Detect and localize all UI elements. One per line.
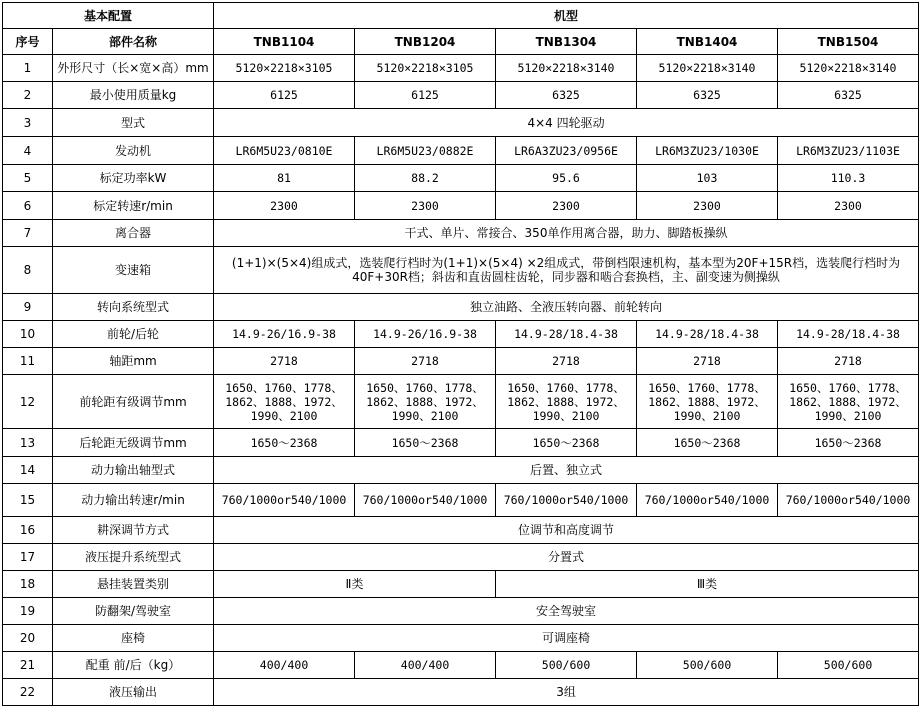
- spec-row: [3, 294, 919, 321]
- row-part-name: 耕深调节方式: [53, 517, 214, 544]
- row-value-tnb1204: 14.9-26/16.9-38: [355, 321, 496, 348]
- row-value-tnb1304: 14.9-28/18.4-38: [496, 321, 637, 348]
- row-value-tnb1404: 760/1000or540/1000: [637, 484, 778, 517]
- row-part-name: 发动机: [53, 137, 214, 165]
- header-row-top: [3, 3, 919, 29]
- row-value-merged: 位调节和高度调节: [214, 517, 919, 544]
- row-value-tnb1304: 1650、1760、1778、 1862、1888、1972、 1990、2100: [496, 375, 637, 429]
- row-value-tnb1504: 760/1000or540/1000: [778, 484, 919, 517]
- spec-row: [3, 109, 919, 137]
- row-seq: 6: [3, 192, 53, 220]
- row-value-tnb1104: 81: [214, 165, 355, 192]
- row-part-name: 外形尺寸（长×宽×高）mm: [53, 55, 214, 82]
- row-value-tnb1404: 2300: [637, 192, 778, 220]
- row-part-name: 后轮距无级调节mm: [53, 429, 214, 457]
- spec-row: [3, 429, 919, 457]
- row-value-tnb1304: 5120×2218×3140: [496, 55, 637, 82]
- row-value-tnb1304: 500/600: [496, 652, 637, 679]
- spec-row: [3, 679, 919, 706]
- row-value-tnb1204: 1650、1760、1778、 1862、1888、1972、 1990、2100: [355, 375, 496, 429]
- row-seq: 22: [3, 679, 53, 706]
- spec-row: [3, 137, 919, 165]
- row-value-tnb1104: 2718: [214, 348, 355, 375]
- row-value-tnb1404: 5120×2218×3140: [637, 55, 778, 82]
- row-seq: 3: [3, 109, 53, 137]
- row-part-name: 防翻架/驾驶室: [53, 598, 214, 625]
- spec-row: [3, 375, 919, 429]
- row-value-merged: 3组: [214, 679, 919, 706]
- row-part-name: 动力输出转速r/min: [53, 484, 214, 517]
- seq-header: 序号: [3, 29, 53, 55]
- row-part-name: 悬挂装置类别: [53, 571, 214, 598]
- row-value-tnb1404: 2718: [637, 348, 778, 375]
- row-value-tnb1104: LR6M5U23/0810E: [214, 137, 355, 165]
- row-seq: 13: [3, 429, 53, 457]
- row-part-name: 动力输出轴型式: [53, 457, 214, 484]
- row-seq: 19: [3, 598, 53, 625]
- row-value-tnb1404: 1650～2368: [637, 429, 778, 457]
- row-value-split-left: Ⅱ类: [214, 571, 496, 598]
- row-value-tnb1204: 2718: [355, 348, 496, 375]
- row-value-tnb1204: 1650～2368: [355, 429, 496, 457]
- row-part-name: 最小使用质量kg: [53, 82, 214, 109]
- row-value-tnb1504: 2300: [778, 192, 919, 220]
- spec-row: [3, 220, 919, 247]
- row-value-tnb1304: 1650～2368: [496, 429, 637, 457]
- spec-row: [3, 247, 919, 294]
- spec-row: [3, 484, 919, 517]
- row-seq: 7: [3, 220, 53, 247]
- part-name-header: 部件名称: [53, 29, 214, 55]
- row-value-tnb1504: 1650、1760、1778、 1862、1888、1972、 1990、2100: [778, 375, 919, 429]
- row-value-tnb1504: 500/600: [778, 652, 919, 679]
- row-value-tnb1204: 88.2: [355, 165, 496, 192]
- row-value-split-right: Ⅲ类: [496, 571, 919, 598]
- spec-rows: [3, 55, 919, 706]
- row-value-tnb1504: 1650～2368: [778, 429, 919, 457]
- row-value-merged: 干式、单片、常接合、350单作用离合器，助力、脚踏板操纵: [214, 220, 919, 247]
- row-part-name: 型式: [53, 109, 214, 137]
- row-seq: 10: [3, 321, 53, 348]
- row-seq: 18: [3, 571, 53, 598]
- row-value-tnb1404: 103: [637, 165, 778, 192]
- row-value-merged: 分置式: [214, 544, 919, 571]
- row-value-tnb1304: 760/1000or540/1000: [496, 484, 637, 517]
- row-value-tnb1304: LR6A3ZU23/0956E: [496, 137, 637, 165]
- spec-row: [3, 55, 919, 82]
- row-part-name: 离合器: [53, 220, 214, 247]
- model-header: 机型: [214, 3, 919, 29]
- row-seq: 14: [3, 457, 53, 484]
- row-part-name: 标定转速r/min: [53, 192, 214, 220]
- row-value-tnb1104: 2300: [214, 192, 355, 220]
- spec-row: [3, 652, 919, 679]
- row-value-tnb1504: 110.3: [778, 165, 919, 192]
- model-tnb1304: TNB1304: [496, 29, 637, 55]
- row-value-merged: 可调座椅: [214, 625, 919, 652]
- row-value-tnb1304: 2300: [496, 192, 637, 220]
- row-seq: 11: [3, 348, 53, 375]
- row-value-tnb1404: 14.9-28/18.4-38: [637, 321, 778, 348]
- row-value-tnb1104: 5120×2218×3105: [214, 55, 355, 82]
- row-part-name: 转向系统型式: [53, 294, 214, 321]
- spec-row: [3, 165, 919, 192]
- row-seq: 8: [3, 247, 53, 294]
- row-value-tnb1204: 5120×2218×3105: [355, 55, 496, 82]
- row-value-tnb1504: 5120×2218×3140: [778, 55, 919, 82]
- row-value-tnb1404: 500/600: [637, 652, 778, 679]
- row-part-name: 轴距mm: [53, 348, 214, 375]
- row-value-merged: 安全驾驶室: [214, 598, 919, 625]
- row-part-name: 前轮/后轮: [53, 321, 214, 348]
- row-value-tnb1104: 400/400: [214, 652, 355, 679]
- row-value-tnb1104: 1650～2368: [214, 429, 355, 457]
- row-part-name: 液压输出: [53, 679, 214, 706]
- row-value-tnb1104: 14.9-26/16.9-38: [214, 321, 355, 348]
- row-value-tnb1504: 2718: [778, 348, 919, 375]
- model-tnb1504: TNB1504: [778, 29, 919, 55]
- row-value-tnb1104: 1650、1760、1778、 1862、1888、1972、 1990、2100: [214, 375, 355, 429]
- row-value-tnb1404: 1650、1760、1778、 1862、1888、1972、 1990、2100: [637, 375, 778, 429]
- row-value-tnb1404: LR6M3ZU23/1030E: [637, 137, 778, 165]
- row-value-tnb1104: 760/1000or540/1000: [214, 484, 355, 517]
- spec-row: [3, 321, 919, 348]
- basic-config-header: 基本配置: [3, 3, 214, 29]
- row-seq: 1: [3, 55, 53, 82]
- row-part-name: 标定功率kW: [53, 165, 214, 192]
- row-value-tnb1204: LR6M5U23/0882E: [355, 137, 496, 165]
- row-value-tnb1404: 6325: [637, 82, 778, 109]
- row-value-tnb1504: 6325: [778, 82, 919, 109]
- row-part-name: 液压提升系统型式: [53, 544, 214, 571]
- spec-row: [3, 82, 919, 109]
- row-value-merged: 后置、独立式: [214, 457, 919, 484]
- row-part-name: 变速箱: [53, 247, 214, 294]
- row-value-tnb1504: LR6M3ZU23/1103E: [778, 137, 919, 165]
- row-value-tnb1304: 6325: [496, 82, 637, 109]
- row-value-tnb1204: 400/400: [355, 652, 496, 679]
- row-seq: 20: [3, 625, 53, 652]
- row-seq: 16: [3, 517, 53, 544]
- row-value-tnb1204: 2300: [355, 192, 496, 220]
- row-seq: 5: [3, 165, 53, 192]
- row-seq: 2: [3, 82, 53, 109]
- spec-row: [3, 192, 919, 220]
- model-tnb1404: TNB1404: [637, 29, 778, 55]
- row-value-tnb1304: 2718: [496, 348, 637, 375]
- spec-row: [3, 348, 919, 375]
- row-value-tnb1104: 6125: [214, 82, 355, 109]
- model-tnb1204: TNB1204: [355, 29, 496, 55]
- row-seq: 9: [3, 294, 53, 321]
- row-value-merged: 独立油路、全液压转向器、前轮转向: [214, 294, 919, 321]
- row-part-name: 前轮距有级调节mm: [53, 375, 214, 429]
- row-value-tnb1504: 14.9-28/18.4-38: [778, 321, 919, 348]
- row-value-tnb1304: 95.6: [496, 165, 637, 192]
- spec-row: [3, 457, 919, 484]
- row-value-tnb1204: 6125: [355, 82, 496, 109]
- row-part-name: 配重 前/后（kg）: [53, 652, 214, 679]
- row-seq: 21: [3, 652, 53, 679]
- row-seq: 12: [3, 375, 53, 429]
- row-seq: 17: [3, 544, 53, 571]
- row-value-tnb1204: 760/1000or540/1000: [355, 484, 496, 517]
- spec-table: [2, 2, 919, 706]
- spec-row: [3, 598, 919, 625]
- spec-row: [3, 625, 919, 652]
- row-seq: 4: [3, 137, 53, 165]
- row-value-merged: (1+1)×(5×4)组成式，选装爬行档时为(1+1)×(5×4) ×2组成式，带倒档限速机构，基本型为20F+15R档，选装爬行档时为40F+30R档；斜齿和直齿圆柱齿轮，同步器和啮合套换档，主、副变速为侧操纵: [214, 247, 919, 294]
- row-seq: 15: [3, 484, 53, 517]
- header-row-models: [3, 29, 919, 55]
- spec-row: [3, 544, 919, 571]
- spec-row: [3, 571, 919, 598]
- row-part-name: 座椅: [53, 625, 214, 652]
- row-value-merged: 4×4 四轮驱动: [214, 109, 919, 137]
- model-tnb1104: TNB1104: [214, 29, 355, 55]
- spec-row: [3, 517, 919, 544]
